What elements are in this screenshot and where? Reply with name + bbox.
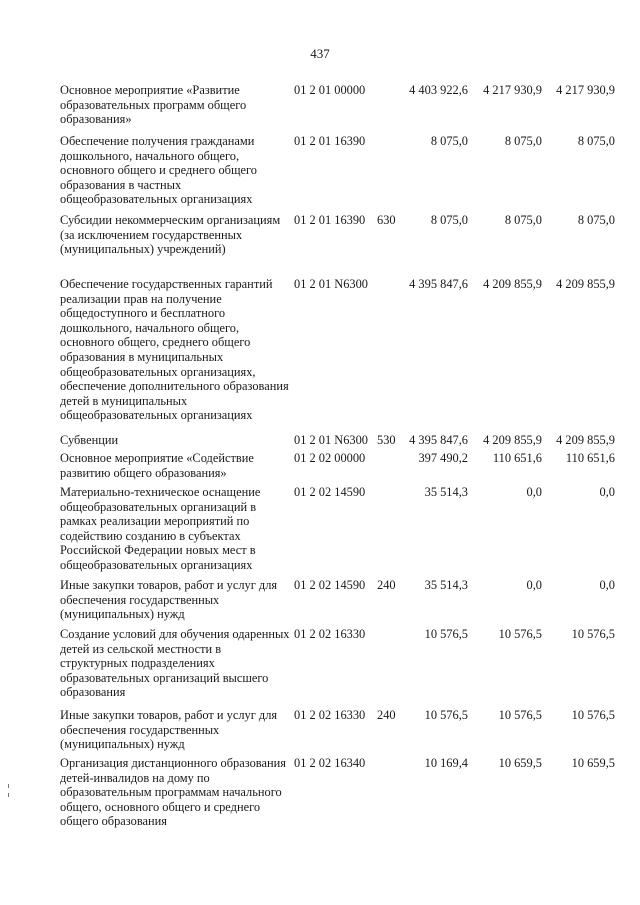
row-value-1: 8 075,0 (430, 213, 468, 227)
row-value-3: 10 659,5 (571, 756, 615, 770)
row-name: Субвенции (60, 433, 119, 447)
row-value-2: 8 075,0 (504, 213, 542, 227)
row-value-1: 397 490,2 (418, 451, 468, 465)
row-name: Обеспечение получения гражданами дошкольного, начального общего, основного общего и среднего общего образования в частных общеобразовательных организациях (60, 134, 257, 207)
row-code: 01 2 01 00000 (294, 83, 366, 97)
row-value-2: 4 209 855,9 (483, 433, 542, 447)
row-code: 01 2 02 14590 (294, 485, 366, 499)
margin-scan-mark (8, 784, 10, 800)
row-name: Обеспечение государственных гарантий реализации прав на получение общедоступного и бесплатного дошкольного, начального общего, основного общего, среднего общего образования в муниципальных общеобразовательных организациях, обеспечение дополнительного образования детей в муниципальных общеобразовательных организациях (60, 277, 289, 423)
row-value-3: 4 209 855,9 (556, 277, 615, 291)
row-value-2: 10 576,5 (498, 627, 542, 641)
row-value-3: 0,0 (599, 578, 615, 592)
row-value-1: 10 576,5 (424, 708, 468, 722)
row-code: 01 2 01 N6300 (294, 277, 368, 291)
row-vr: 530 (377, 433, 396, 447)
row-value-2: 110 651,6 (492, 451, 542, 465)
row-name: Основное мероприятие «Содействие развитию общего образования» (60, 451, 254, 480)
row-name: Иные закупки товаров, работ и услуг для обеспечения государственных (муниципальных) нужд (60, 578, 278, 622)
row-code: 01 2 02 16330 (294, 708, 366, 722)
row-value-1: 10 576,5 (424, 627, 468, 641)
row-value-3: 0,0 (599, 485, 615, 499)
row-value-1: 8 075,0 (430, 134, 468, 148)
row-vr: 630 (377, 213, 396, 227)
row-value-1: 4 403 922,6 (409, 83, 468, 97)
row-value-3: 110 651,6 (565, 451, 615, 465)
row-name: Субсидии некоммерческим организациям (за исключением государственных (муниципальных) учреждений) (60, 213, 281, 257)
row-value-1: 4 395 847,6 (409, 277, 468, 291)
row-code: 01 2 01 16390 (294, 213, 366, 227)
row-value-1: 35 514,3 (424, 485, 468, 499)
row-code: 01 2 02 00000 (294, 451, 366, 465)
row-value-2: 4 217 930,9 (483, 83, 542, 97)
row-value-3: 4 209 855,9 (556, 433, 615, 447)
row-value-2: 0,0 (526, 578, 542, 592)
row-name: Материально-техническое оснащение общеобразовательных организаций в рамках реализации мероприятий по содействию созданию в субъектах Российской Федерации новых мест в общеобразовательных организациях (60, 485, 261, 572)
row-name: Создание условий для обучения одаренных детей из сельской местности в структурных подразделениях образовательных организаций высшего образования (60, 627, 290, 700)
row-value-2: 10 659,5 (498, 756, 542, 770)
row-vr: 240 (377, 578, 396, 592)
row-value-2: 10 576,5 (498, 708, 542, 722)
row-value-2: 8 075,0 (504, 134, 542, 148)
row-code: 01 2 02 14590 (294, 578, 366, 592)
row-value-2: 0,0 (526, 485, 542, 499)
row-code: 01 2 01 N6300 (294, 433, 368, 447)
row-value-3: 10 576,5 (571, 708, 615, 722)
row-value-1: 4 395 847,6 (409, 433, 468, 447)
row-code: 01 2 02 16340 (294, 756, 366, 770)
row-name: Иные закупки товаров, работ и услуг для обеспечения государственных (муниципальных) нужд (60, 708, 278, 752)
row-value-3: 8 075,0 (577, 134, 615, 148)
page-number: 437 (310, 46, 330, 61)
row-value-1: 10 169,4 (424, 756, 468, 770)
row-name: Организация дистанционного образования детей-инвалидов на дому по образовательным программам начального общего, основного общего и среднего общего образования (60, 756, 286, 829)
row-value-3: 8 075,0 (577, 213, 615, 227)
row-value-3: 4 217 930,9 (556, 83, 615, 97)
row-name: Основное мероприятие «Развитие образовательных программ общего образования» (60, 83, 247, 127)
row-value-1: 35 514,3 (424, 578, 468, 592)
row-vr: 240 (377, 708, 396, 722)
row-value-3: 10 576,5 (571, 627, 615, 641)
row-value-2: 4 209 855,9 (483, 277, 542, 291)
row-code: 01 2 02 16330 (294, 627, 366, 641)
row-code: 01 2 01 16390 (294, 134, 366, 148)
